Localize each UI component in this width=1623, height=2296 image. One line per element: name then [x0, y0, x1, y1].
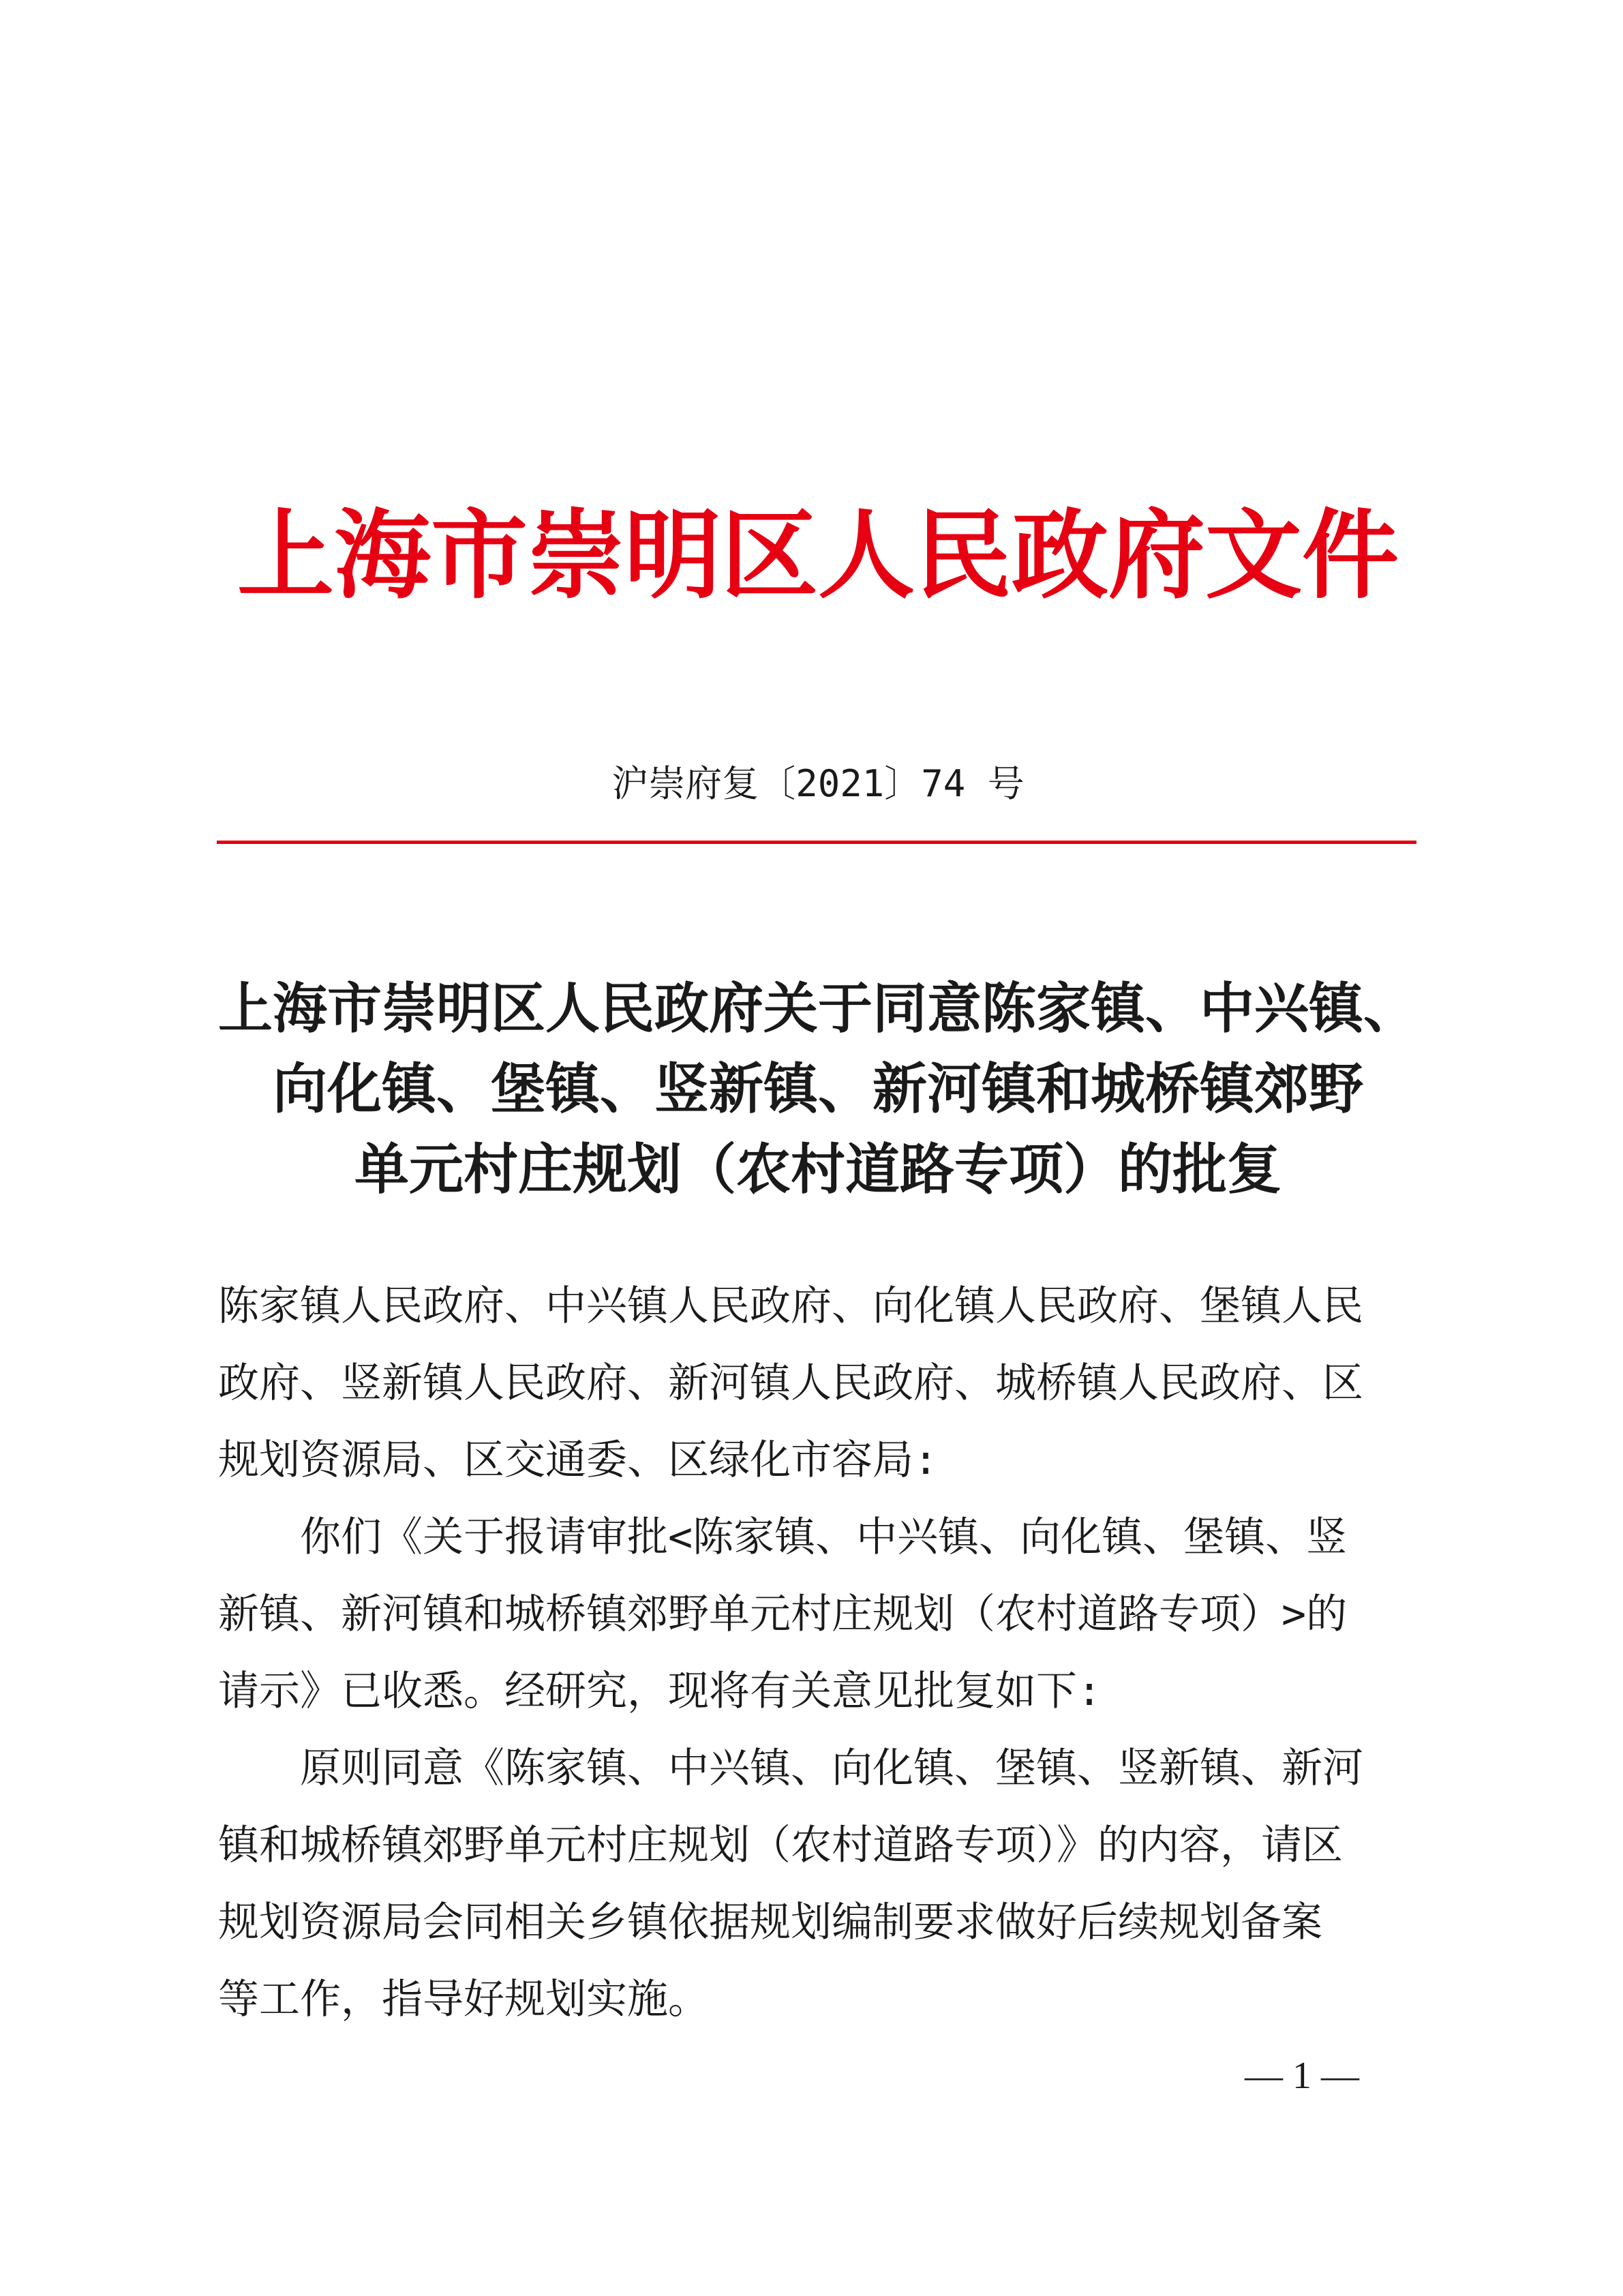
paragraph-line: 新镇、新河镇和城桥镇郊野单元村庄规划（农村道路专项）>的 [218, 1590, 1348, 1638]
paragraph-1 [218, 1499, 1418, 1730]
paragraph-line: 镇和城桥镇郊野单元村庄规划（农村道路专项）》的内容，请区 [218, 1822, 1343, 1869]
document-body [218, 1268, 1418, 2038]
recipients-line: 规划资源局、区交通委、区绿化市容局: [218, 1436, 939, 1484]
paragraph-line: 你们《关于报请审批<陈家镇、中兴镇、向化镇、堡镇、竖 [300, 1513, 1348, 1561]
page-number: — 1 — [1245, 2055, 1359, 2097]
paragraph-line: 等工作，指导好规划实施。 [218, 1976, 709, 2023]
recipients-line: 政府、竖新镇人民政府、新河镇人民政府、城桥镇人民政府、区 [218, 1359, 1363, 1407]
red-divider-line [217, 841, 1416, 844]
title-line-3: 单元村庄规划（农村道路专项）的批复 [354, 1137, 1281, 1201]
title-line-2: 向化镇、堡镇、竖新镇、新河镇和城桥镇郊野 [273, 1057, 1363, 1121]
issuer-heading: 上海市崇明区人民政府文件 [237, 501, 1399, 610]
recipients-line: 陈家镇人民政府、中兴镇人民政府、向化镇人民政府、堡镇人民 [218, 1282, 1363, 1330]
paragraph-line: 原则同意《陈家镇、中兴镇、向化镇、堡镇、竖新镇、新河 [300, 1744, 1363, 1792]
paragraph-2 [218, 1730, 1418, 2038]
paragraph-line: 请示》已收悉。经研究，现将有关意见批复如下: [218, 1667, 1102, 1715]
document-title [204, 968, 1431, 1209]
document-number: 沪崇府复〔2021〕74 号 [611, 762, 1025, 805]
paragraph-line: 规划资源局会同相关乡镇依据规划编制要求做好后续规划备案 [218, 1899, 1322, 1946]
recipients-block [218, 1268, 1418, 1499]
title-line-1: 上海市崇明区人民政府关于同意陈家镇、中兴镇、 [218, 976, 1418, 1040]
